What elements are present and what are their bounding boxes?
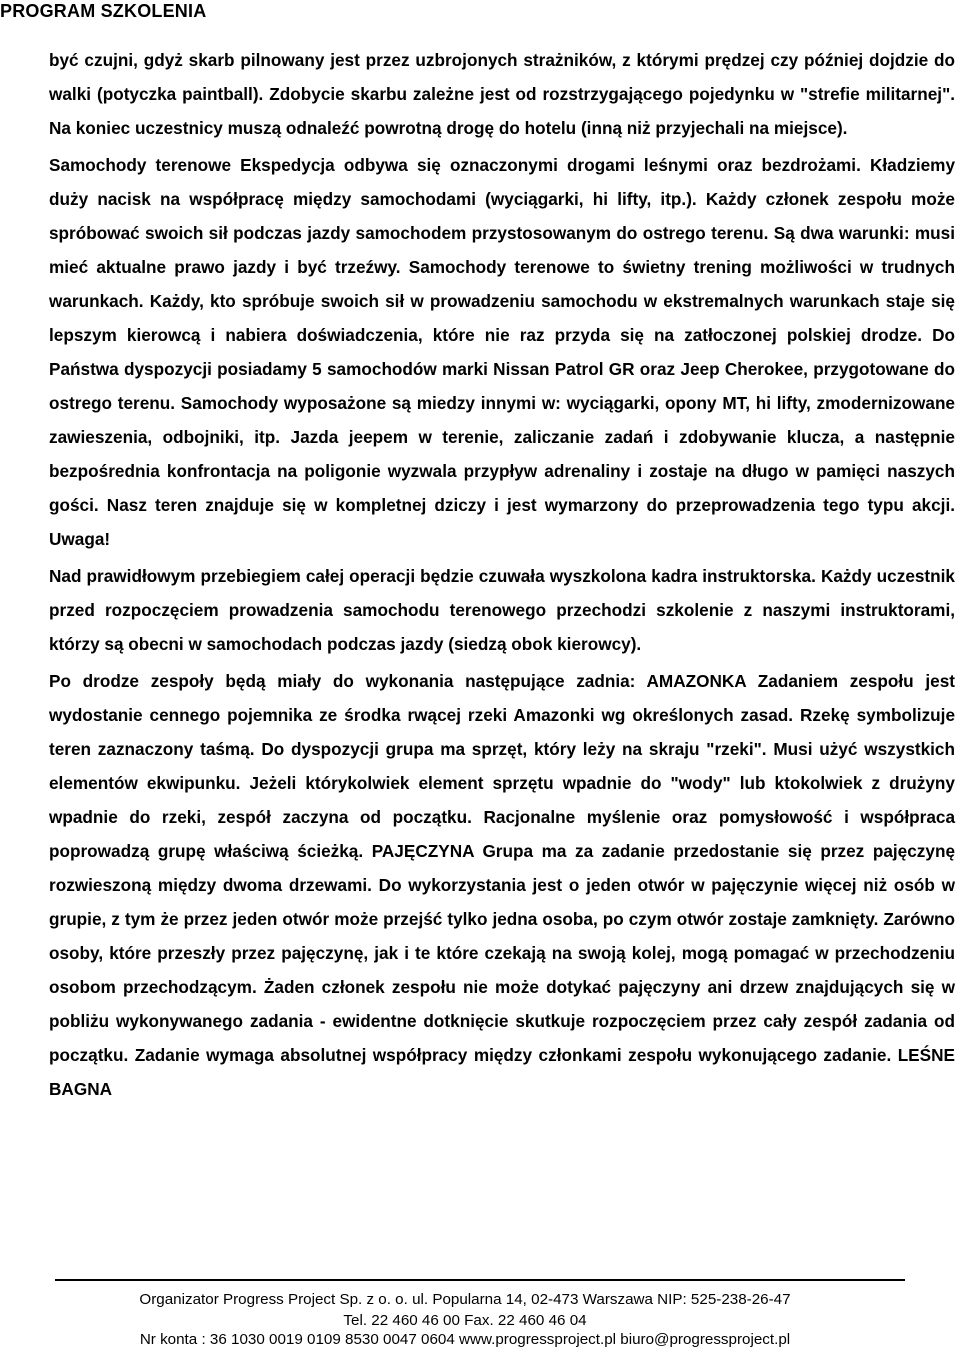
footer-account-line: Nr konta : 36 1030 0019 0109 8530 0047 0604 www.progressproject.pl biuro@progressproject.pl <box>139 1331 791 1348</box>
footer-phone-line: Tel. 22 460 46 00 Fax. 22 460 46 04 <box>343 1312 587 1329</box>
body-paragraph: Samochody terenowe Ekspedycja odbywa się oznaczonymi drogami leśnymi oraz bezdrożami. Kładziemy duży nacisk na współpracę między samochodami (wyciągarki, hi lifty, itp.). Każdy członek zespołu może spróbować swoich sił podczas jazdy samochodem przystosowanym do ostrego terenu. Są dwa warunki: musi mieć aktualne prawo jazdy i być trzeźwy. Samochody terenowe to świetny trening możliwości w trudnych warunkach. Każdy, kto spróbuje swoich sił w prowadzeniu samochodu w ekstremalnych warunkach staje się lepszym kierowcą i nabiera doświadczenia, które nie raz przyda się na zatłoczonej polskiej drodze. Do Państwa dyspozycji posiadamy 5 samochodów marki Nissan Patrol GR oraz Jeep Cherokee, przygotowane do ostrego terenu. Samochody wyposażone są miedzy innymi w: wyciągarki, opony MT, hi lifty, zmodernizowane zawieszenia, odbojniki, itp. Jazda jeepem w terenie, zaliczanie zadań i zdobywanie klucza, a następnie bezpośrednia konfrontacja na poligonie wyzwala przypływ adrenaliny i zostaje na długo w pamięci naszych gości. Nasz teren znajduje się w kompletnej dziczy i jest wymarzony do przeprowadzenia tego typu akcji. Uwaga! <box>49 155 955 549</box>
document-body <box>49 43 955 1106</box>
footer-organizer-line: Organizator Progress Project Sp. z o. o. ul. Popularna 14, 02-473 Warszawa NIP: 525-238-26-47 <box>139 1291 791 1308</box>
body-paragraph: Po drodze zespoły będą miały do wykonania następujące zadnia: AMAZONKA Zadaniem zespołu jest wydostanie cennego pojemnika ze środka rwącej rzeki Amazonki wg określonych zasad. Rzekę symbolizuje teren zaznaczony taśmą. Do dyspozycji grupa ma sprzęt, który leży na skraju "rzeki". Musi użyć wszystkich elementów ekwipunku. Jeżeli którykolwiek element sprzętu wpadnie do "wody" lub ktokolwiek z drużyny wpadnie do rzeki, zespół zaczyna od początku. Racjonalne myślenie oraz pomysłowość i współpraca poprowadzą grupę właściwą ścieżką. PAJĘCZYNA Grupa ma za zadanie przedostanie się przez pajęczynę rozwieszoną między dwoma drzewami. Do wykorzystania jest o jeden otwór w pajęczynie więcej niż osób w grupie, z tym że przez jeden otwór może przejść tylko jedna osoba, po czym otwór zostaje zamknięty. Zarówno osoby, które przeszły przez pajęczynę, jak i te które czekają na swoją kolej, mogą pomagać w przechodzeniu osobom przechodzącym. Żaden członek zespołu nie może dotykać pajęczyny ani drzew znajdujących się w pobliżu wykonywanego zadania - ewidentne dotknięcie skutkuje rozpoczęciem przez cały zespół zadania od początku. Zadanie wymaga absolutnej współpracy między członkami zespołu wykonującego zadanie. LEŚNE BAGNA <box>49 671 955 1099</box>
page-header-title: PROGRAM SZKOLENIA <box>0 1 207 21</box>
body-paragraph: być czujni, gdyż skarb pilnowany jest przez uzbrojonych strażników, z którymi prędzej czy później dojdzie do walki (potyczka paintball). Zdobycie skarbu zależne jest od rozstrzygającego pojedynku w "strefie militarnej". Na koniec uczestnicy muszą odnaleźć powrotną drogę do hotelu (inną niż przyjechali na miejsce). <box>49 50 955 138</box>
footer-divider <box>55 1279 905 1281</box>
body-paragraph: Nad prawidłowym przebiegiem całej operacji będzie czuwała wyszkolona kadra instruktorska. Każdy uczestnik przed rozpoczęciem prowadzenia samochodu terenowego przechodzi szkolenie z naszymi instruktorami, którzy są obecni w samochodach podczas jazdy (siedzą obok kierowcy). <box>49 566 955 654</box>
